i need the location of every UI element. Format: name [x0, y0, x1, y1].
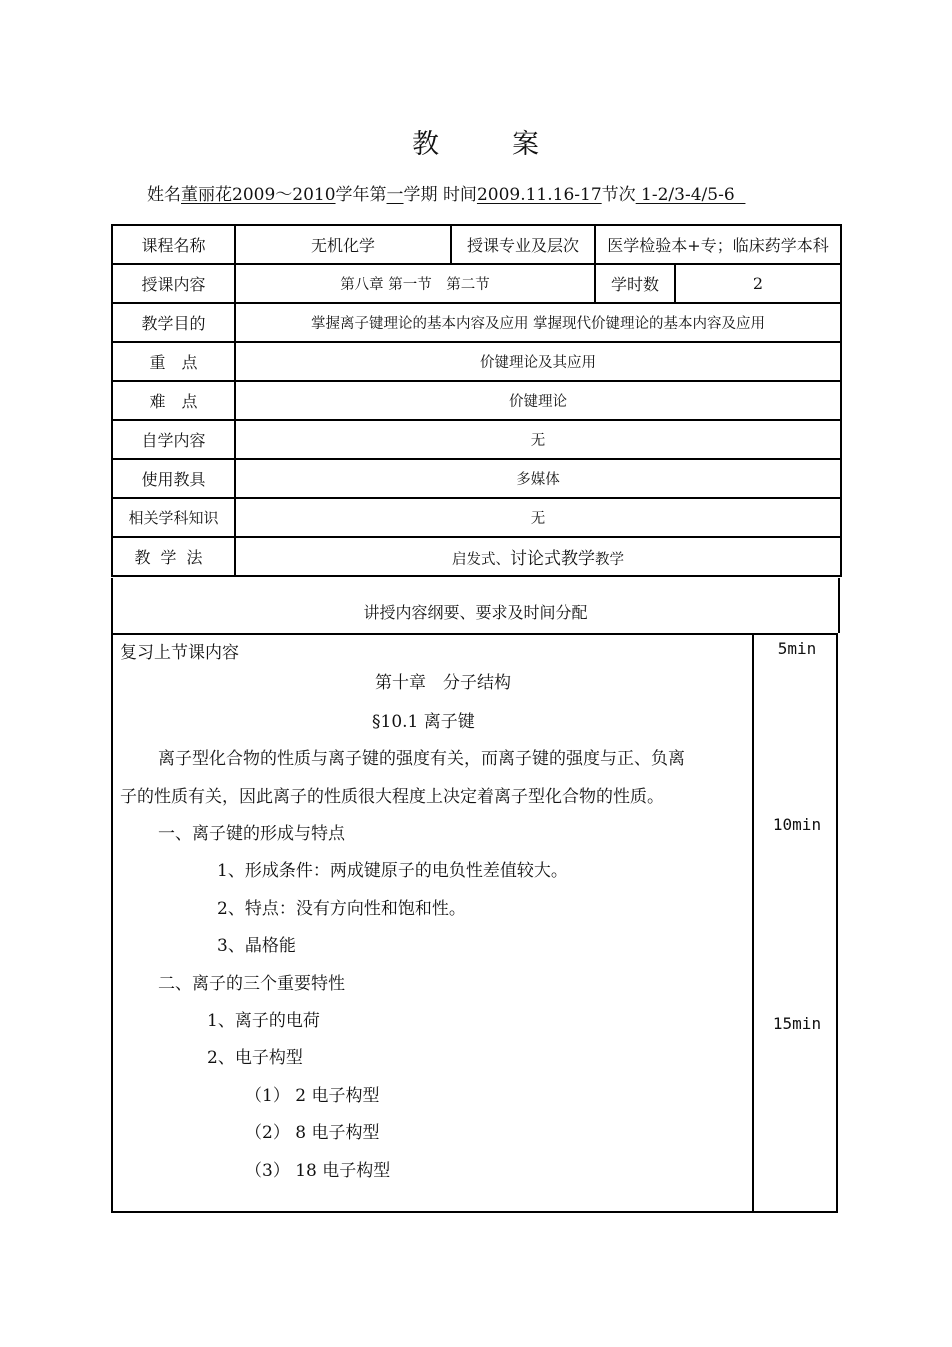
paragraph-line-2: 子的性质有关，因此离子的性质很大程度上决定着离子型化合物的性质。 [120, 787, 664, 807]
key-point-label: 重 点 [112, 342, 235, 381]
table-row [112, 420, 841, 459]
teacher-name: 董丽花 [181, 185, 232, 205]
course-name: 无机化学 [235, 225, 451, 264]
lesson-date: 2009.11.16-17 [476, 185, 602, 205]
hours-value: 2 [675, 264, 841, 303]
goal-label: 教学目的 [112, 303, 235, 342]
table-row [112, 381, 841, 420]
item-1-2: 2、特点：没有方向性和饱和性。 [217, 899, 466, 919]
table-row [112, 537, 841, 576]
table-row [112, 459, 841, 498]
method-label: 教学法 [112, 537, 235, 576]
tools-value: 多媒体 [235, 459, 841, 498]
paragraph-line-1: 离子型化合物的性质与离子键的强度有关，而离子键的强度与正、负离 [158, 749, 685, 769]
major-value: 医学检验本+专；临床药学本科 [595, 225, 841, 264]
item-1-3: 3、晶格能 [217, 936, 296, 956]
chapter-title: 第十章 分子结构 [375, 673, 511, 693]
self-study-label: 自学内容 [112, 420, 235, 459]
header-info [147, 180, 745, 205]
time-allocation-1: 5min [777, 639, 817, 658]
item-2-2: 2、电子构型 [207, 1048, 303, 1068]
item-2-2-3: （3） 18 电子构型 [245, 1161, 391, 1181]
item-1-1: 1、形成条件：两成键原子的电负性差值较大。 [217, 861, 568, 881]
term: 一 [386, 185, 404, 205]
heading-1: 一、离子键的形成与特点 [158, 824, 345, 844]
difficulty-label: 难 点 [112, 381, 235, 420]
lesson-meta-table [111, 224, 842, 577]
related-label: 相关学科知识 [112, 498, 235, 537]
table-row [112, 264, 841, 303]
section-title: §10.1 离子键 [372, 712, 475, 732]
key-point-value: 价键理论及其应用 [235, 342, 841, 381]
item-2-2-2: （2） 8 电子构型 [245, 1123, 380, 1143]
method-value [235, 537, 841, 576]
goal-value: 掌握离子键理论的基本内容及应用 掌握现代价键理论的基本内容及应用 [235, 303, 841, 342]
difficulty-value: 价键理论 [235, 381, 841, 420]
content-label: 授课内容 [112, 264, 235, 303]
outline-heading: 讲授内容纲要、要求及时间分配 [111, 578, 840, 633]
method-part-c: 教学 [595, 552, 624, 568]
time-allocation-3: 15min [772, 1014, 822, 1033]
major-label: 授课专业及层次 [451, 225, 595, 264]
table-row [112, 342, 841, 381]
related-value: 无 [235, 498, 841, 537]
hours-label: 学时数 [595, 264, 675, 303]
table-row [112, 225, 841, 264]
content-value: 第八章 第一节 第二节 [235, 264, 595, 303]
table-row [112, 303, 841, 342]
lesson-periods: 1-2/3-4/5-6 [635, 185, 746, 205]
school-year: 2009～2010 [232, 185, 336, 205]
name-label: 姓名 [147, 185, 181, 205]
term-label: 学期 [403, 185, 438, 205]
table-row [112, 498, 841, 537]
method-part-b: 讨论式教学 [510, 549, 595, 569]
year-label: 学年第 [335, 185, 387, 205]
time-column-divider [752, 633, 754, 1213]
item-2-1: 1、离子的电荷 [207, 1011, 320, 1031]
item-2-2-1: （1） 2 电子构型 [245, 1086, 380, 1106]
title-char-1: 教 [412, 129, 441, 160]
title-char-2: 案 [512, 129, 541, 160]
self-study-value: 无 [235, 420, 841, 459]
time-allocation-2: 10min [772, 815, 822, 834]
period-label: 节次 [601, 185, 636, 205]
method-part-a: 启发式、 [452, 552, 510, 568]
review-text: 复习上节课内容 [120, 643, 239, 663]
heading-2: 二、离子的三个重要特性 [158, 974, 345, 994]
tools-label: 使用教具 [112, 459, 235, 498]
course-name-label: 课程名称 [112, 225, 235, 264]
time-label: 时间 [442, 185, 477, 205]
